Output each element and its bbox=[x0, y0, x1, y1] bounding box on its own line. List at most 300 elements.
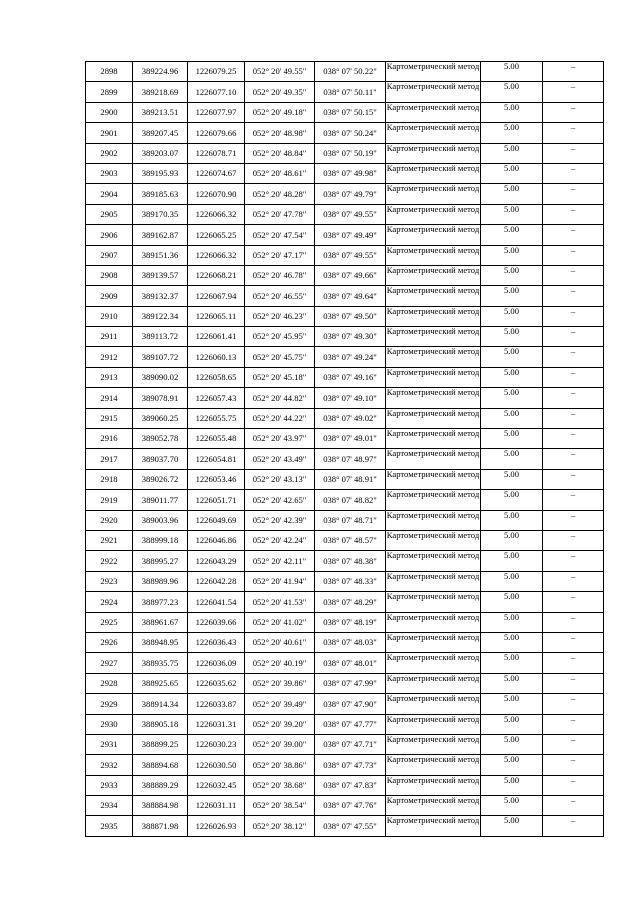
y-coordinate-cell: 1226043.29 bbox=[188, 551, 245, 571]
x-coordinate-cell: 388889.29 bbox=[133, 775, 188, 795]
method-cell: Картометрический метод bbox=[386, 571, 481, 591]
precision-cell: 5.00 bbox=[481, 204, 543, 224]
table-row bbox=[86, 551, 604, 571]
latitude-cell: 052° 20' 41.02" bbox=[245, 612, 315, 632]
longitude-cell: 038° 07' 47.77" bbox=[315, 714, 386, 734]
precision-cell: 5.00 bbox=[481, 632, 543, 652]
latitude-cell: 052° 20' 41.94" bbox=[245, 571, 315, 591]
longitude-cell: 038° 07' 48.71" bbox=[315, 510, 386, 530]
method-cell: Картометрический метод bbox=[386, 408, 481, 428]
method-cell: Картометрический метод bbox=[386, 265, 481, 285]
point-number-cell: 2930 bbox=[86, 714, 133, 734]
x-coordinate-cell: 388961.67 bbox=[133, 612, 188, 632]
longitude-cell: 038° 07' 48.38" bbox=[315, 551, 386, 571]
y-coordinate-cell: 1226074.67 bbox=[188, 163, 245, 183]
x-coordinate-cell: 389224.96 bbox=[133, 62, 188, 82]
coordinates-table bbox=[85, 61, 604, 837]
latitude-cell: 052° 20' 42.39" bbox=[245, 510, 315, 530]
y-coordinate-cell: 1226031.11 bbox=[188, 796, 245, 816]
precision-cell: 5.00 bbox=[481, 429, 543, 449]
precision-cell: 5.00 bbox=[481, 265, 543, 285]
point-number-cell: 2932 bbox=[86, 755, 133, 775]
y-coordinate-cell: 1226079.66 bbox=[188, 123, 245, 143]
latitude-cell: 052° 20' 47.54" bbox=[245, 225, 315, 245]
note-cell: – bbox=[543, 429, 604, 449]
precision-cell: 5.00 bbox=[481, 530, 543, 550]
method-cell: Картометрический метод bbox=[386, 429, 481, 449]
note-cell: – bbox=[543, 612, 604, 632]
table-row bbox=[86, 612, 604, 632]
table-row bbox=[86, 265, 604, 285]
precision-cell: 5.00 bbox=[481, 592, 543, 612]
x-coordinate-cell: 389162.87 bbox=[133, 225, 188, 245]
x-coordinate-cell: 389195.93 bbox=[133, 163, 188, 183]
point-number-cell: 2934 bbox=[86, 796, 133, 816]
method-cell: Картометрический метод bbox=[386, 653, 481, 673]
method-cell: Картометрический метод bbox=[386, 102, 481, 122]
y-coordinate-cell: 1226030.23 bbox=[188, 734, 245, 754]
x-coordinate-cell: 388899.25 bbox=[133, 734, 188, 754]
note-cell: – bbox=[543, 673, 604, 693]
point-number-cell: 2917 bbox=[86, 449, 133, 469]
longitude-cell: 038° 07' 48.19" bbox=[315, 612, 386, 632]
longitude-cell: 038° 07' 48.03" bbox=[315, 632, 386, 652]
x-coordinate-cell: 389003.96 bbox=[133, 510, 188, 530]
latitude-cell: 052° 20' 49.18" bbox=[245, 102, 315, 122]
y-coordinate-cell: 1226036.43 bbox=[188, 632, 245, 652]
latitude-cell: 052° 20' 38.12" bbox=[245, 816, 315, 836]
latitude-cell: 052° 20' 44.22" bbox=[245, 408, 315, 428]
note-cell: – bbox=[543, 347, 604, 367]
table-row bbox=[86, 592, 604, 612]
table-row bbox=[86, 571, 604, 591]
table-row bbox=[86, 714, 604, 734]
x-coordinate-cell: 388894.68 bbox=[133, 755, 188, 775]
precision-cell: 5.00 bbox=[481, 612, 543, 632]
note-cell: – bbox=[543, 62, 604, 82]
method-cell: Картометрический метод bbox=[386, 510, 481, 530]
x-coordinate-cell: 389132.37 bbox=[133, 286, 188, 306]
x-coordinate-cell: 389170.35 bbox=[133, 204, 188, 224]
latitude-cell: 052° 20' 49.55" bbox=[245, 62, 315, 82]
precision-cell: 5.00 bbox=[481, 653, 543, 673]
precision-cell: 5.00 bbox=[481, 327, 543, 347]
y-coordinate-cell: 1226051.71 bbox=[188, 490, 245, 510]
table-row bbox=[86, 429, 604, 449]
longitude-cell: 038° 07' 47.73" bbox=[315, 755, 386, 775]
y-coordinate-cell: 1226060.13 bbox=[188, 347, 245, 367]
latitude-cell: 052° 20' 49.35" bbox=[245, 82, 315, 102]
x-coordinate-cell: 388999.18 bbox=[133, 530, 188, 550]
latitude-cell: 052° 20' 43.13" bbox=[245, 469, 315, 489]
point-number-cell: 2919 bbox=[86, 490, 133, 510]
x-coordinate-cell: 389078.91 bbox=[133, 388, 188, 408]
table-row bbox=[86, 490, 604, 510]
longitude-cell: 038° 07' 49.50" bbox=[315, 306, 386, 326]
longitude-cell: 038° 07' 49.24" bbox=[315, 347, 386, 367]
point-number-cell: 2901 bbox=[86, 123, 133, 143]
method-cell: Картометрический метод bbox=[386, 245, 481, 265]
precision-cell: 5.00 bbox=[481, 306, 543, 326]
precision-cell: 5.00 bbox=[481, 123, 543, 143]
table-row bbox=[86, 204, 604, 224]
note-cell: – bbox=[543, 755, 604, 775]
note-cell: – bbox=[543, 245, 604, 265]
x-coordinate-cell: 388977.23 bbox=[133, 592, 188, 612]
table-row bbox=[86, 245, 604, 265]
method-cell: Картометрический метод bbox=[386, 816, 481, 836]
table-row bbox=[86, 796, 604, 816]
latitude-cell: 052° 20' 39.49" bbox=[245, 694, 315, 714]
point-number-cell: 2928 bbox=[86, 673, 133, 693]
note-cell: – bbox=[543, 225, 604, 245]
method-cell: Картометрический метод bbox=[386, 796, 481, 816]
method-cell: Картометрический метод bbox=[386, 775, 481, 795]
note-cell: – bbox=[543, 734, 604, 754]
y-coordinate-cell: 1226057.43 bbox=[188, 388, 245, 408]
table-row bbox=[86, 408, 604, 428]
point-number-cell: 2935 bbox=[86, 816, 133, 836]
latitude-cell: 052° 20' 47.17" bbox=[245, 245, 315, 265]
note-cell: – bbox=[543, 571, 604, 591]
point-number-cell: 2925 bbox=[86, 612, 133, 632]
y-coordinate-cell: 1226061.41 bbox=[188, 327, 245, 347]
longitude-cell: 038° 07' 48.29" bbox=[315, 592, 386, 612]
point-number-cell: 2909 bbox=[86, 286, 133, 306]
precision-cell: 5.00 bbox=[481, 163, 543, 183]
latitude-cell: 052° 20' 38.68" bbox=[245, 775, 315, 795]
method-cell: Картометрический метод bbox=[386, 143, 481, 163]
y-coordinate-cell: 1226077.97 bbox=[188, 102, 245, 122]
point-number-cell: 2921 bbox=[86, 530, 133, 550]
longitude-cell: 038° 07' 48.91" bbox=[315, 469, 386, 489]
point-number-cell: 2900 bbox=[86, 102, 133, 122]
table-row bbox=[86, 102, 604, 122]
point-number-cell: 2904 bbox=[86, 184, 133, 204]
precision-cell: 5.00 bbox=[481, 143, 543, 163]
method-cell: Картометрический метод bbox=[386, 592, 481, 612]
latitude-cell: 052° 20' 42.11" bbox=[245, 551, 315, 571]
x-coordinate-cell: 389185.63 bbox=[133, 184, 188, 204]
method-cell: Картометрический метод bbox=[386, 734, 481, 754]
precision-cell: 5.00 bbox=[481, 469, 543, 489]
precision-cell: 5.00 bbox=[481, 225, 543, 245]
method-cell: Картометрический метод bbox=[386, 123, 481, 143]
x-coordinate-cell: 389207.45 bbox=[133, 123, 188, 143]
longitude-cell: 038° 07' 49.10" bbox=[315, 388, 386, 408]
point-number-cell: 2912 bbox=[86, 347, 133, 367]
y-coordinate-cell: 1226078.71 bbox=[188, 143, 245, 163]
method-cell: Картометрический метод bbox=[386, 327, 481, 347]
latitude-cell: 052° 20' 40.19" bbox=[245, 653, 315, 673]
method-cell: Картометрический метод bbox=[386, 530, 481, 550]
longitude-cell: 038° 07' 47.71" bbox=[315, 734, 386, 754]
x-coordinate-cell: 388989.96 bbox=[133, 571, 188, 591]
longitude-cell: 038° 07' 47.83" bbox=[315, 775, 386, 795]
longitude-cell: 038° 07' 49.49" bbox=[315, 225, 386, 245]
point-number-cell: 2908 bbox=[86, 265, 133, 285]
x-coordinate-cell: 389090.02 bbox=[133, 367, 188, 387]
note-cell: – bbox=[543, 367, 604, 387]
point-number-cell: 2902 bbox=[86, 143, 133, 163]
longitude-cell: 038° 07' 49.01" bbox=[315, 429, 386, 449]
note-cell: – bbox=[543, 388, 604, 408]
table-row bbox=[86, 449, 604, 469]
method-cell: Картометрический метод bbox=[386, 204, 481, 224]
point-number-cell: 2931 bbox=[86, 734, 133, 754]
y-coordinate-cell: 1226058.65 bbox=[188, 367, 245, 387]
point-number-cell: 2933 bbox=[86, 775, 133, 795]
method-cell: Картометрический метод bbox=[386, 367, 481, 387]
latitude-cell: 052° 20' 48.28" bbox=[245, 184, 315, 204]
point-number-cell: 2911 bbox=[86, 327, 133, 347]
table-row bbox=[86, 82, 604, 102]
longitude-cell: 038° 07' 50.22" bbox=[315, 62, 386, 82]
note-cell: – bbox=[543, 143, 604, 163]
method-cell: Картометрический метод bbox=[386, 469, 481, 489]
point-number-cell: 2918 bbox=[86, 469, 133, 489]
longitude-cell: 038° 07' 49.66" bbox=[315, 265, 386, 285]
note-cell: – bbox=[543, 449, 604, 469]
longitude-cell: 038° 07' 49.55" bbox=[315, 245, 386, 265]
note-cell: – bbox=[543, 796, 604, 816]
precision-cell: 5.00 bbox=[481, 796, 543, 816]
table-row bbox=[86, 653, 604, 673]
longitude-cell: 038° 07' 49.02" bbox=[315, 408, 386, 428]
table-row bbox=[86, 673, 604, 693]
y-coordinate-cell: 1226070.90 bbox=[188, 184, 245, 204]
y-coordinate-cell: 1226033.87 bbox=[188, 694, 245, 714]
y-coordinate-cell: 1226035.62 bbox=[188, 673, 245, 693]
precision-cell: 5.00 bbox=[481, 82, 543, 102]
note-cell: – bbox=[543, 592, 604, 612]
note-cell: – bbox=[543, 102, 604, 122]
table-row bbox=[86, 775, 604, 795]
precision-cell: 5.00 bbox=[481, 347, 543, 367]
point-number-cell: 2922 bbox=[86, 551, 133, 571]
y-coordinate-cell: 1226039.66 bbox=[188, 612, 245, 632]
longitude-cell: 038° 07' 50.11" bbox=[315, 82, 386, 102]
method-cell: Картометрический метод bbox=[386, 714, 481, 734]
y-coordinate-cell: 1226032.45 bbox=[188, 775, 245, 795]
y-coordinate-cell: 1226031.31 bbox=[188, 714, 245, 734]
x-coordinate-cell: 389026.72 bbox=[133, 469, 188, 489]
point-number-cell: 2923 bbox=[86, 571, 133, 591]
method-cell: Картометрический метод bbox=[386, 306, 481, 326]
precision-cell: 5.00 bbox=[481, 184, 543, 204]
x-coordinate-cell: 388871.98 bbox=[133, 816, 188, 836]
longitude-cell: 038° 07' 49.55" bbox=[315, 204, 386, 224]
latitude-cell: 052° 20' 47.78" bbox=[245, 204, 315, 224]
x-coordinate-cell: 389218.69 bbox=[133, 82, 188, 102]
table-row bbox=[86, 388, 604, 408]
precision-cell: 5.00 bbox=[481, 408, 543, 428]
latitude-cell: 052° 20' 46.55" bbox=[245, 286, 315, 306]
precision-cell: 5.00 bbox=[481, 510, 543, 530]
latitude-cell: 052° 20' 42.65" bbox=[245, 490, 315, 510]
x-coordinate-cell: 389122.34 bbox=[133, 306, 188, 326]
method-cell: Картометрический метод bbox=[386, 449, 481, 469]
method-cell: Картометрический метод bbox=[386, 82, 481, 102]
note-cell: – bbox=[543, 306, 604, 326]
point-number-cell: 2905 bbox=[86, 204, 133, 224]
longitude-cell: 038° 07' 47.90" bbox=[315, 694, 386, 714]
y-coordinate-cell: 1226077.10 bbox=[188, 82, 245, 102]
x-coordinate-cell: 389107.72 bbox=[133, 347, 188, 367]
longitude-cell: 038° 07' 47.76" bbox=[315, 796, 386, 816]
longitude-cell: 038° 07' 47.99" bbox=[315, 673, 386, 693]
longitude-cell: 038° 07' 48.82" bbox=[315, 490, 386, 510]
point-number-cell: 2913 bbox=[86, 367, 133, 387]
y-coordinate-cell: 1226055.75 bbox=[188, 408, 245, 428]
x-coordinate-cell: 389203.07 bbox=[133, 143, 188, 163]
table-row bbox=[86, 694, 604, 714]
y-coordinate-cell: 1226036.09 bbox=[188, 653, 245, 673]
latitude-cell: 052° 20' 45.18" bbox=[245, 367, 315, 387]
point-number-cell: 2898 bbox=[86, 62, 133, 82]
precision-cell: 5.00 bbox=[481, 551, 543, 571]
table-row bbox=[86, 734, 604, 754]
note-cell: – bbox=[543, 490, 604, 510]
note-cell: – bbox=[543, 327, 604, 347]
method-cell: Картометрический метод bbox=[386, 755, 481, 775]
table-row bbox=[86, 327, 604, 347]
x-coordinate-cell: 389052.78 bbox=[133, 429, 188, 449]
table-row bbox=[86, 347, 604, 367]
latitude-cell: 052° 20' 38.54" bbox=[245, 796, 315, 816]
table-row bbox=[86, 184, 604, 204]
note-cell: – bbox=[543, 551, 604, 571]
precision-cell: 5.00 bbox=[481, 714, 543, 734]
precision-cell: 5.00 bbox=[481, 388, 543, 408]
point-number-cell: 2927 bbox=[86, 653, 133, 673]
latitude-cell: 052° 20' 46.78" bbox=[245, 265, 315, 285]
precision-cell: 5.00 bbox=[481, 694, 543, 714]
longitude-cell: 038° 07' 49.98" bbox=[315, 163, 386, 183]
note-cell: – bbox=[543, 204, 604, 224]
precision-cell: 5.00 bbox=[481, 816, 543, 836]
note-cell: – bbox=[543, 714, 604, 734]
x-coordinate-cell: 388905.18 bbox=[133, 714, 188, 734]
latitude-cell: 052° 20' 40.61" bbox=[245, 632, 315, 652]
longitude-cell: 038° 07' 48.33" bbox=[315, 571, 386, 591]
table-row bbox=[86, 367, 604, 387]
table-row bbox=[86, 469, 604, 489]
y-coordinate-cell: 1226068.21 bbox=[188, 265, 245, 285]
latitude-cell: 052° 20' 48.61" bbox=[245, 163, 315, 183]
point-number-cell: 2910 bbox=[86, 306, 133, 326]
point-number-cell: 2920 bbox=[86, 510, 133, 530]
longitude-cell: 038° 07' 50.15" bbox=[315, 102, 386, 122]
x-coordinate-cell: 388884.98 bbox=[133, 796, 188, 816]
y-coordinate-cell: 1226042.28 bbox=[188, 571, 245, 591]
y-coordinate-cell: 1226046.86 bbox=[188, 530, 245, 550]
method-cell: Картометрический метод bbox=[386, 612, 481, 632]
y-coordinate-cell: 1226030.50 bbox=[188, 755, 245, 775]
latitude-cell: 052° 20' 39.20" bbox=[245, 714, 315, 734]
note-cell: – bbox=[543, 82, 604, 102]
latitude-cell: 052° 20' 38.86" bbox=[245, 755, 315, 775]
latitude-cell: 052° 20' 45.75" bbox=[245, 347, 315, 367]
precision-cell: 5.00 bbox=[481, 102, 543, 122]
x-coordinate-cell: 388914.34 bbox=[133, 694, 188, 714]
x-coordinate-cell: 388948.95 bbox=[133, 632, 188, 652]
note-cell: – bbox=[543, 816, 604, 836]
y-coordinate-cell: 1226065.25 bbox=[188, 225, 245, 245]
precision-cell: 5.00 bbox=[481, 673, 543, 693]
y-coordinate-cell: 1226066.32 bbox=[188, 245, 245, 265]
note-cell: – bbox=[543, 775, 604, 795]
precision-cell: 5.00 bbox=[481, 367, 543, 387]
longitude-cell: 038° 07' 48.57" bbox=[315, 530, 386, 550]
table-row bbox=[86, 286, 604, 306]
point-number-cell: 2899 bbox=[86, 82, 133, 102]
method-cell: Картометрический метод bbox=[386, 347, 481, 367]
note-cell: – bbox=[543, 694, 604, 714]
x-coordinate-cell: 388995.27 bbox=[133, 551, 188, 571]
table-row bbox=[86, 143, 604, 163]
table-row bbox=[86, 163, 604, 183]
y-coordinate-cell: 1226065.11 bbox=[188, 306, 245, 326]
x-coordinate-cell: 389139.57 bbox=[133, 265, 188, 285]
point-number-cell: 2926 bbox=[86, 632, 133, 652]
latitude-cell: 052° 20' 39.00" bbox=[245, 734, 315, 754]
method-cell: Картометрический метод bbox=[386, 225, 481, 245]
point-number-cell: 2929 bbox=[86, 694, 133, 714]
point-number-cell: 2916 bbox=[86, 429, 133, 449]
y-coordinate-cell: 1226079.25 bbox=[188, 62, 245, 82]
y-coordinate-cell: 1226053.46 bbox=[188, 469, 245, 489]
longitude-cell: 038° 07' 50.19" bbox=[315, 143, 386, 163]
table-row bbox=[86, 306, 604, 326]
table-row bbox=[86, 225, 604, 245]
note-cell: – bbox=[543, 408, 604, 428]
method-cell: Картометрический метод bbox=[386, 163, 481, 183]
latitude-cell: 052° 20' 39.86" bbox=[245, 673, 315, 693]
method-cell: Картометрический метод bbox=[386, 632, 481, 652]
y-coordinate-cell: 1226067.94 bbox=[188, 286, 245, 306]
method-cell: Картометрический метод bbox=[386, 673, 481, 693]
longitude-cell: 038° 07' 50.24" bbox=[315, 123, 386, 143]
table-row bbox=[86, 62, 604, 82]
precision-cell: 5.00 bbox=[481, 286, 543, 306]
x-coordinate-cell: 389113.72 bbox=[133, 327, 188, 347]
latitude-cell: 052° 20' 41.53" bbox=[245, 592, 315, 612]
method-cell: Картометрический метод bbox=[386, 490, 481, 510]
latitude-cell: 052° 20' 45.95" bbox=[245, 327, 315, 347]
note-cell: – bbox=[543, 163, 604, 183]
longitude-cell: 038° 07' 48.01" bbox=[315, 653, 386, 673]
method-cell: Картометрический метод bbox=[386, 286, 481, 306]
point-number-cell: 2907 bbox=[86, 245, 133, 265]
precision-cell: 5.00 bbox=[481, 490, 543, 510]
note-cell: – bbox=[543, 632, 604, 652]
note-cell: – bbox=[543, 265, 604, 285]
table-row bbox=[86, 123, 604, 143]
method-cell: Картометрический метод bbox=[386, 184, 481, 204]
method-cell: Картометрический метод bbox=[386, 694, 481, 714]
table-row bbox=[86, 530, 604, 550]
table-row bbox=[86, 632, 604, 652]
point-number-cell: 2914 bbox=[86, 388, 133, 408]
x-coordinate-cell: 389060.25 bbox=[133, 408, 188, 428]
point-number-cell: 2924 bbox=[86, 592, 133, 612]
precision-cell: 5.00 bbox=[481, 755, 543, 775]
table-row bbox=[86, 816, 604, 836]
longitude-cell: 038° 07' 49.79" bbox=[315, 184, 386, 204]
precision-cell: 5.00 bbox=[481, 245, 543, 265]
y-coordinate-cell: 1226041.54 bbox=[188, 592, 245, 612]
